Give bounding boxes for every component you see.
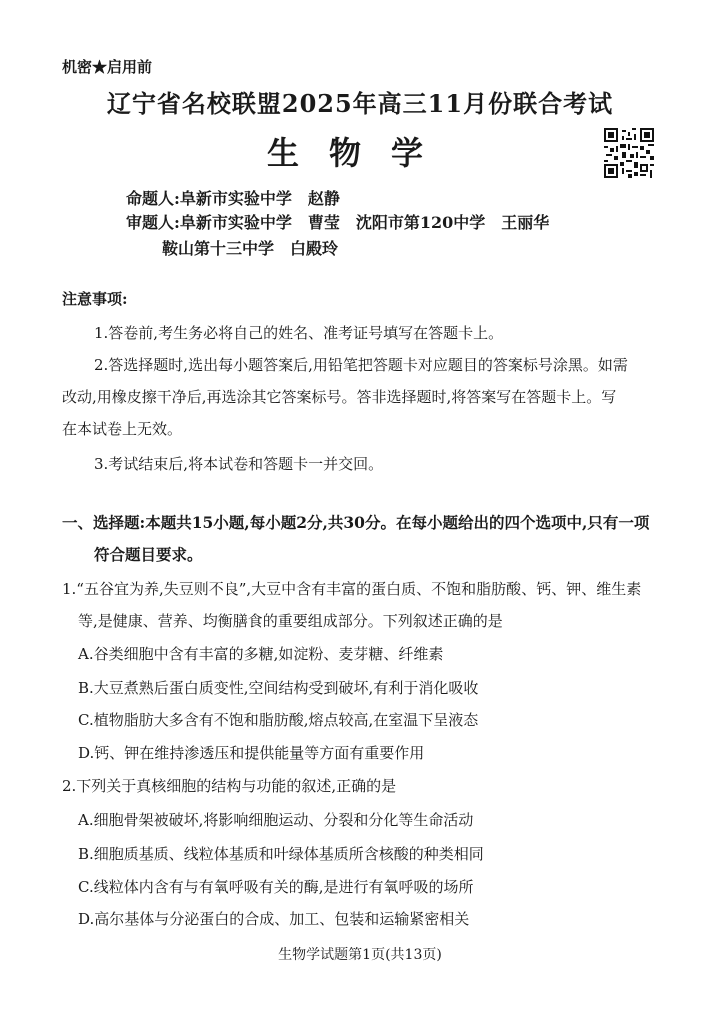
question-1-stem: 1.“五谷宜为养,失豆则不良”,大豆中含有丰富的蛋白质、不饱和脂肪酸、钙、钾、维生素 bbox=[62, 580, 642, 598]
question-1-option-c: C.植物脂肪大多含有不饱和脂肪酸,熔点较高,在室温下呈液态 bbox=[78, 711, 479, 729]
question-2-option-a: A.细胞骨架被破坏,将影响细胞运动、分裂和分化等生命活动 bbox=[78, 811, 474, 829]
notice-item-3: 3.考试结束后,将本试卷和答题卡一并交回。 bbox=[94, 455, 384, 473]
notice-item-2-cont: 改动,用橡皮擦干净后,再选涂其它答案标号。答非选择题时,将答案写在答题卡上。写 bbox=[62, 388, 617, 406]
reviewer-line: 审题人:阜新市实验中学 曹莹 沈阳市第120中学 王丽华 bbox=[126, 213, 550, 232]
question-2-option-d: D.高尔基体与分泌蛋白的合成、加工、包装和运输紧密相关 bbox=[78, 910, 470, 928]
question-1-option-d: D.钙、钾在维持渗透压和提供能量等方面有重要作用 bbox=[78, 744, 425, 762]
question-2-option-b: B.细胞质基质、线粒体基质和叶绿体基质所含核酸的种类相同 bbox=[78, 845, 484, 863]
subject-title: 生物学 bbox=[266, 134, 453, 172]
page-footer: 生物学试题第1页(共13页) bbox=[278, 947, 442, 963]
reviewer-line-2: 鞍山第十三中学 白殿玲 bbox=[162, 239, 339, 258]
question-2-stem: 2.下列关于真核细胞的结构与功能的叙述,正确的是 bbox=[62, 777, 397, 795]
notice-item-1: 1.答卷前,考生务必将自己的姓名、准考证号填写在答题卡上。 bbox=[94, 324, 504, 342]
question-2-option-c: C.线粒体内含有与有氧呼吸有关的酶,是进行有氧呼吸的场所 bbox=[78, 878, 474, 896]
confidential-label: 机密★启用前 bbox=[62, 58, 153, 76]
qr-code-icon bbox=[604, 128, 654, 178]
question-1-option-b: B.大豆煮熟后蛋白质变性,空间结构受到破坏,有利于消化吸收 bbox=[78, 679, 479, 697]
question-1-stem-cont: 等,是健康、营养、均衡膳食的重要组成部分。下列叙述正确的是 bbox=[78, 612, 503, 630]
question-1-option-a: A.谷类细胞中含有丰富的多糖,如淀粉、麦芽糖、纤维素 bbox=[78, 645, 444, 663]
notice-item-2: 2.答选择题时,选出每小题答案后,用铅笔把答题卡对应题目的答案标号涂黑。如需 bbox=[94, 356, 628, 374]
notice-item-2-cont: 在本试卷上无效。 bbox=[62, 420, 183, 438]
author-line: 命题人:阜新市实验中学 赵静 bbox=[126, 189, 340, 208]
section-heading-cont: 符合题目要求。 bbox=[94, 545, 203, 564]
exam-title: 辽宁省名校联盟2025年高三11月份联合考试 bbox=[106, 89, 614, 118]
section-heading: 一、选择题:本题共15小题,每小题2分,共30分。在每小题给出的四个选项中,只有一项 bbox=[62, 513, 650, 532]
notice-heading: 注意事项: bbox=[62, 290, 128, 308]
